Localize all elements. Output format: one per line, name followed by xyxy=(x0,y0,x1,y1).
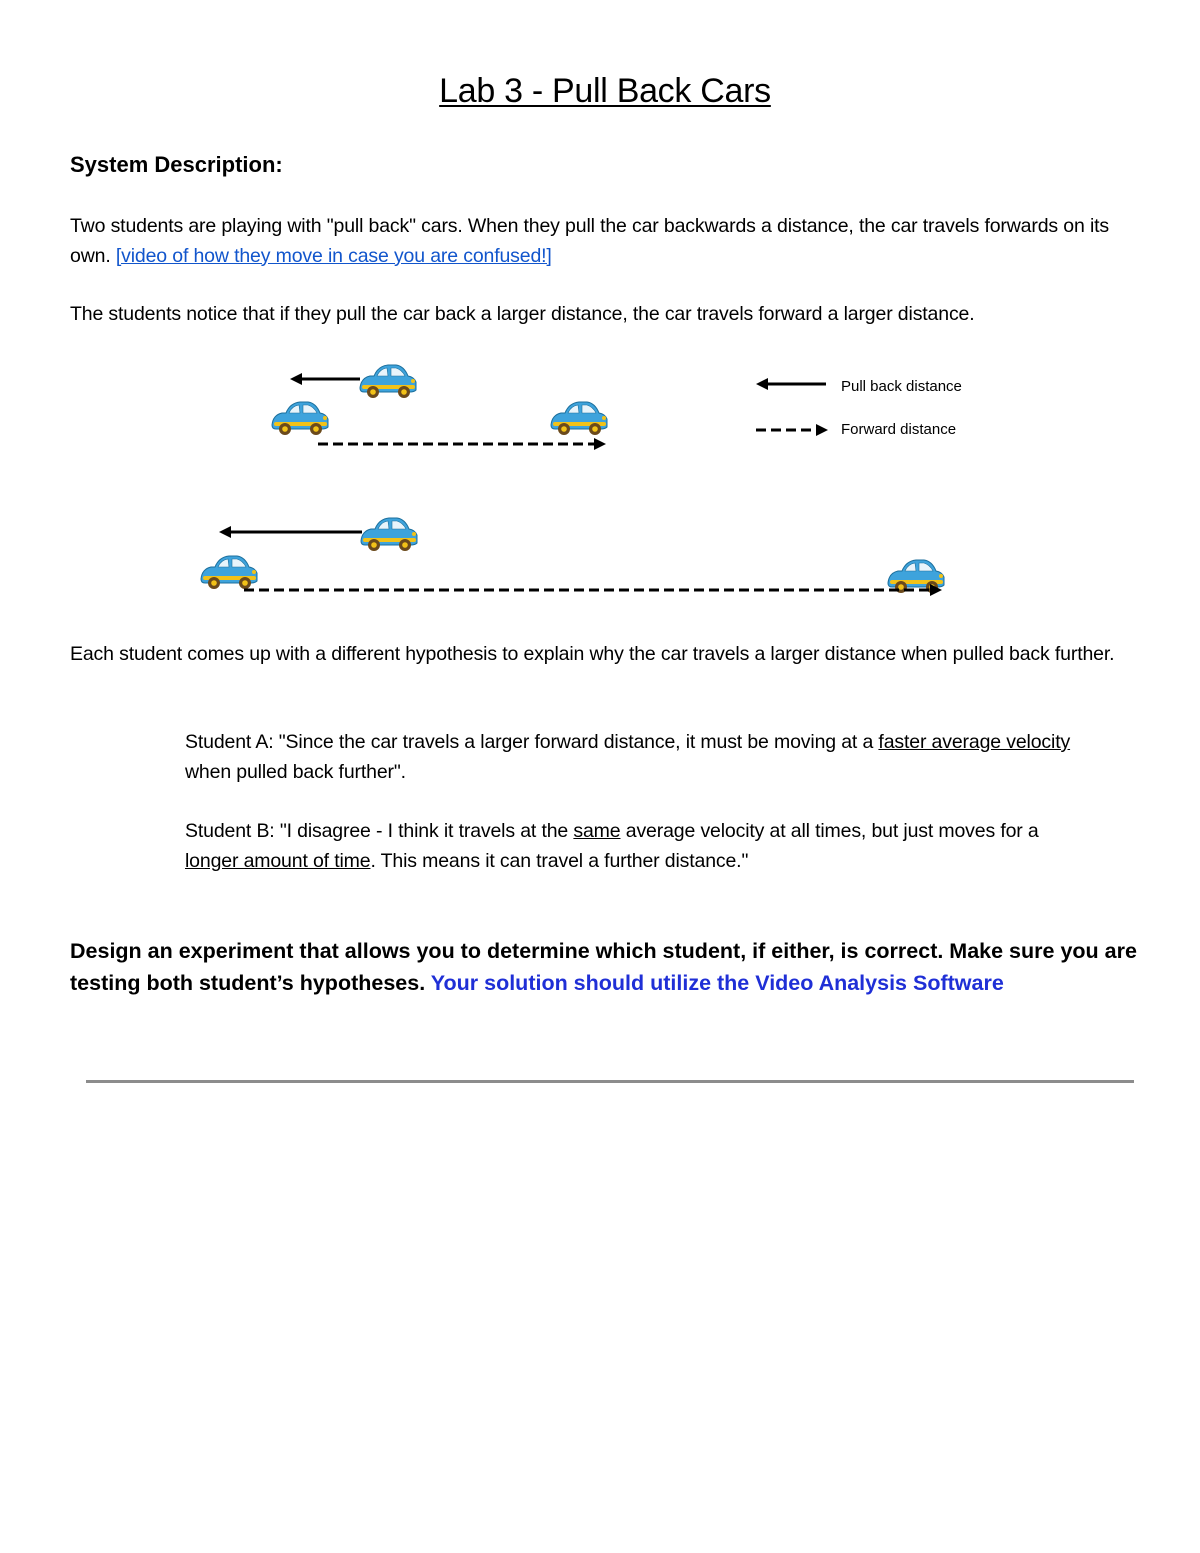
observation-paragraph: The students notice that if they pull the car back a larger distance, the car travels forward a larger distance. xyxy=(70,303,975,325)
diagram-legend xyxy=(756,378,962,438)
page-title: Lab 3 - Pull Back Cars xyxy=(439,72,771,110)
intro-text: Two students are playing with "pull back" cars. When they pull the car backwards a distance, the car travels forwards on its own. xyxy=(70,215,1109,267)
legend-forward-label: Forward distance xyxy=(841,421,957,438)
car-icon xyxy=(551,402,607,435)
car-icon xyxy=(272,402,328,435)
legend-pull-back-label: Pull back distance xyxy=(841,378,962,395)
student-b-emphasis-same: same xyxy=(573,820,621,842)
student-a-hypothesis xyxy=(185,728,1085,787)
student-b-text-middle: average velocity at all times, but just moves for a xyxy=(620,820,1039,842)
intro-paragraph xyxy=(70,212,1140,271)
student-b-text-end: . This means it can travel a further distance." xyxy=(370,849,749,872)
student-a-emphasis: faster average velocity xyxy=(878,731,1071,753)
car-icon xyxy=(360,365,416,398)
student-a-text: Student A: "Since the car travels a larger forward distance, it must be moving at a xyxy=(185,731,879,753)
design-instruction: Design an experiment that allows you to determine which student, if either, is correct. Make sure you are testing both student’s hypotheses. xyxy=(70,939,1137,995)
design-software-note: Your solution should utilize the Video Analysis Software xyxy=(430,971,1004,995)
car-icon xyxy=(201,556,257,589)
car-icon xyxy=(361,518,417,551)
scenario-long xyxy=(201,518,944,596)
student-b-hypothesis xyxy=(185,817,1085,876)
scenario-short xyxy=(272,365,607,450)
student-b-emphasis-time: longer amount of time xyxy=(185,849,371,872)
design-task xyxy=(70,935,1140,999)
student-b-text: Student B: "I disagree - I think it travels at the xyxy=(185,820,574,842)
student-a-text-end: when pulled back further". xyxy=(185,760,406,783)
video-link[interactable]: [video of how they move in case you are confused!] xyxy=(115,244,552,267)
horizontal-divider xyxy=(86,1080,1134,1083)
system-description-heading: System Description: xyxy=(70,152,283,177)
hypothesis-intro: Each student comes up with a different hypothesis to explain why the car travels a larger distance when pulled back further. xyxy=(70,643,1115,665)
pull-back-diagram xyxy=(0,340,1200,620)
